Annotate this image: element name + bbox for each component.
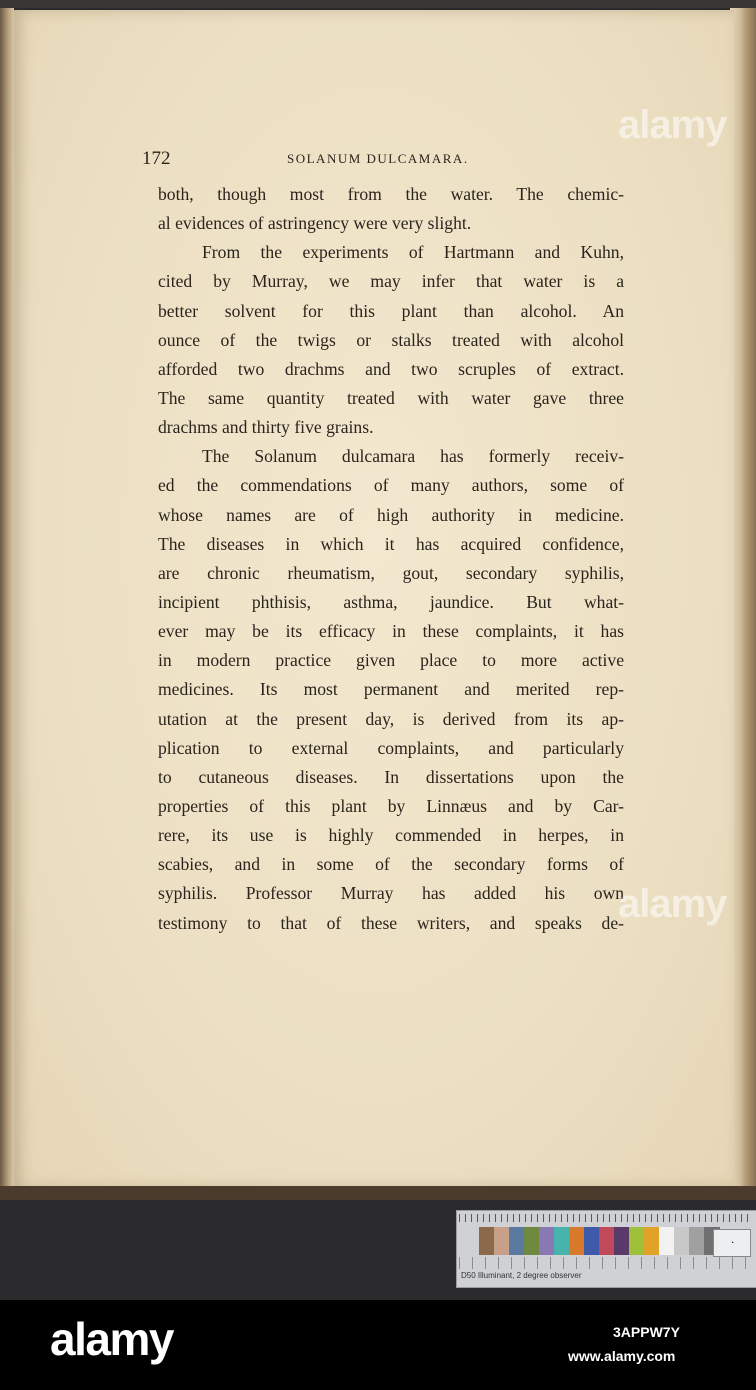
book-spine: [0, 8, 14, 1200]
text-line: whose names are of high authority in medicine.: [158, 504, 624, 525]
text-line: scabies, and in some of the secondary forms of: [158, 854, 624, 875]
image-id: 3APPW7Y: [613, 1324, 680, 1340]
color-patch: [554, 1227, 570, 1255]
text-line: medicines. Its most permanent and merited rep-: [158, 679, 624, 700]
text-line: utation at the present day, is derived from its ap-: [158, 708, 624, 729]
page-number: 172: [142, 148, 171, 169]
text-line: in modern practice given place to more active: [158, 650, 624, 671]
text-line: drachms and thirty five grains.: [158, 417, 374, 438]
text-line: The same quantity treated with water gave three: [158, 387, 624, 408]
text-line: afforded two drachms and two scruples of extract.: [158, 358, 624, 379]
color-patch: [494, 1227, 510, 1255]
color-calibration-card: [456, 1210, 756, 1288]
color-patch: [659, 1227, 675, 1255]
text-line: ed the commendations of many authors, some of: [158, 475, 624, 496]
color-patch: [509, 1227, 525, 1255]
alamy-logo: alamy: [50, 1313, 173, 1365]
text-line: ounce of the twigs or stalks treated with alcohol: [158, 329, 624, 350]
watermark-logo: alamy: [618, 882, 727, 926]
text-line: ever may be its efficacy in these complaints, it has: [158, 621, 624, 642]
color-patch: [644, 1227, 660, 1255]
text-line: properties of this plant by Linnæus and by Car-: [158, 795, 624, 816]
text-line: better solvent for this plant than alcohol. An: [158, 300, 624, 321]
text-line: The diseases in which it has acquired confidence,: [158, 533, 624, 554]
text-line: rere, its use is highly commended in herpes, in: [158, 825, 624, 846]
text-line: incipient phthisis, asthma, jaundice. But what-: [158, 591, 624, 612]
text-line: are chronic rheumatism, gout, secondary syphilis,: [158, 562, 624, 583]
text-line: both, though most from the water. The chemic-: [158, 184, 624, 204]
card-ruler: [459, 1214, 751, 1222]
color-patch: [629, 1227, 645, 1255]
text-line: to cutaneous diseases. In dissertations upon the: [158, 766, 624, 787]
text-line: cited by Murray, we may infer that water is a: [158, 271, 624, 292]
color-patch: [569, 1227, 585, 1255]
text-line: plication to external complaints, and particularly: [158, 737, 624, 758]
scan-top-edge: [0, 0, 756, 8]
body-text: [158, 180, 624, 938]
color-patch: [479, 1227, 495, 1255]
text-line: testimony to that of these writers, and speaks de-: [158, 912, 624, 933]
watermark-logo: alamy: [618, 103, 727, 147]
running-head: SOLANUM DULCAMARA.: [287, 151, 469, 166]
color-patch: [539, 1227, 555, 1255]
color-patch: [524, 1227, 540, 1255]
text-line: al evidences of astringency were very slight.: [158, 213, 472, 234]
color-patch: [599, 1227, 615, 1255]
color-patch: [614, 1227, 630, 1255]
color-patch: [584, 1227, 600, 1255]
text-line: syphilis. Professor Murray has added his own: [158, 883, 624, 904]
page-header: [142, 148, 622, 172]
text-line: From the experiments of Hartmann and Kuhn,: [202, 242, 624, 263]
site-url: www.alamy.com: [568, 1348, 676, 1364]
card-gray-scale: [459, 1257, 753, 1269]
card-logo-icon: ◔: [713, 1229, 751, 1257]
color-patch: [689, 1227, 705, 1255]
card-caption: D50 Illuminant, 2 degree observer: [461, 1271, 582, 1280]
text-line: The Solanum dulcamara has formerly receiv-: [202, 446, 624, 467]
color-patch: [674, 1227, 690, 1255]
